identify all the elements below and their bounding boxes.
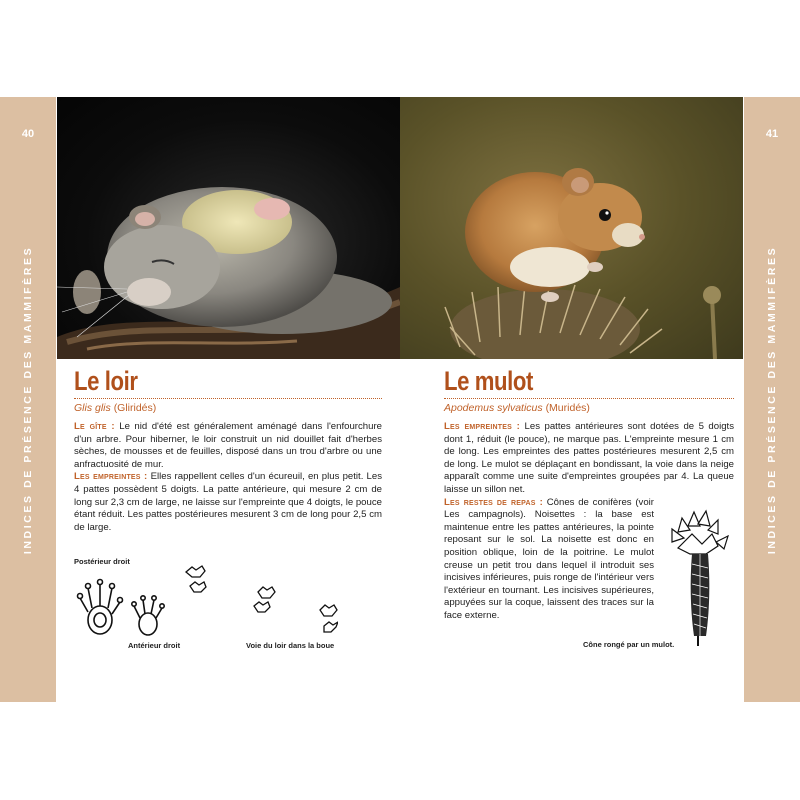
loir-latin: Glis glis bbox=[74, 402, 111, 414]
page-number-right: 41 bbox=[765, 128, 779, 140]
mulot-latin: Apodemus sylvaticus bbox=[444, 402, 543, 414]
running-head-right: INDICES DE PRÉSENCE DES MAMMIFÈRES bbox=[766, 245, 778, 555]
mulot-repas-text: Cônes de conifères (voir Les campagnols). Noisettes : la base est maintenue entre les pattes antérieures, la pointe reposant sur le sol. La noisette est donc en position oblique, loin de la poitrine. Le mulot creuse un petit trou dans lequel il introduit ses incisives inférieures, puis ronge de l'intérieur vers l'extérieur en tournant. Les incisives supérieures, appuyées sur la coque, laissent des traces sur la face externe. bbox=[444, 496, 654, 621]
loir-empreintes-text: Elles rappellent celles d'un écureuil, en plus petit. Les 4 pattes possèdent 5 doigts. La patte antérieure, qui mesure 2 cm de long sur 2,3 cm de large, ne laisse sur l'empreinte que 4 doigts, le pouce étant réduit. Les pattes postérieures mesurent 3 cm de long pour 2,5 cm de large. bbox=[74, 471, 382, 533]
loir-section bbox=[74, 364, 382, 534]
mulot-empreintes-text: Les pattes antérieures sont dotées de 5 doigts dont 1, réduit (le pouce), ne marque pas. L'empreinte mesure 1 cm de long. Les empreintes des pattes postérieures mesurent 2,5 cm de long. Le mulot se déplaçant en bondissant, la voie dans la neige apparaît comme une suite d'empreintes groupées par 4. La queue laisse un sillon net. bbox=[444, 421, 735, 495]
loir-trail-illustration bbox=[178, 560, 338, 640]
caption-cone-ronge: Cône rongé par un mulot. bbox=[583, 640, 675, 649]
loir-empreintes-paragraph bbox=[74, 471, 382, 534]
caption-anterieur-droit: Antérieur droit bbox=[128, 641, 181, 650]
mulot-latin-name bbox=[444, 402, 734, 414]
mulot-title-rule bbox=[444, 398, 734, 399]
mulot-repas-paragraph bbox=[444, 497, 654, 623]
loir-gite-paragraph bbox=[74, 421, 382, 471]
caption-posterieur-droit: Postérieur droit bbox=[74, 557, 130, 566]
loir-gite-text: Le nid d'été est généralement aménagé dans l'enfourchure d'un arbre. Pour hiberner, le loir construit un nid douillet fait d'herbes sèches, de mousses et de feuilles, disposé dans un trou d'arbre ou une anfractuosité de mur. bbox=[74, 421, 382, 470]
running-head-left: INDICES DE PRÉSENCE DES MAMMIFÈRES bbox=[22, 245, 34, 555]
mulot-repas-label: Les restes de repas : bbox=[444, 496, 543, 508]
dormouse-photo bbox=[57, 97, 400, 359]
mulot-empreintes-paragraph bbox=[444, 421, 734, 497]
loir-title: Le loir bbox=[74, 366, 138, 396]
loir-latin-name bbox=[74, 402, 382, 414]
caption-voie-loir: Voie du loir dans la boue bbox=[246, 641, 335, 650]
mulot-title: Le mulot bbox=[444, 366, 533, 396]
mulot-family: (Muridés) bbox=[545, 402, 590, 414]
loir-footprints-illustration bbox=[74, 568, 184, 648]
loir-gite-label: Le gîte : bbox=[74, 421, 115, 432]
mulot-empreintes-label: Les empreintes : bbox=[444, 421, 521, 432]
page-number-left: 40 bbox=[21, 128, 35, 140]
loir-empreintes-label: Les empreintes : bbox=[74, 471, 148, 483]
mulot-photo bbox=[400, 97, 743, 359]
gnawed-cone-illustration bbox=[668, 508, 734, 648]
loir-family: (Gliridés) bbox=[113, 402, 157, 414]
loir-title-rule bbox=[74, 398, 382, 399]
